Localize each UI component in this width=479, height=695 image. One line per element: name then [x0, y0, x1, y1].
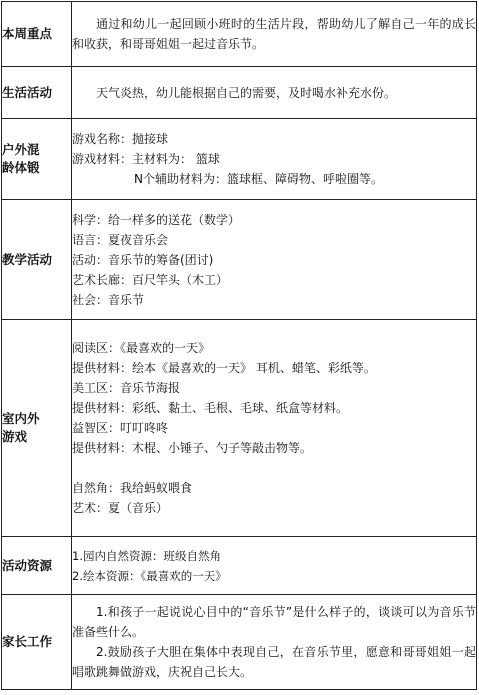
parents-item-2: 2.鼓励孩子大胆在集体中表现自己，在音乐节里，愿意和哥哥姐姐一起唱歌跳舞做游戏，庆祝自己长大。 — [72, 645, 476, 679]
outdoor-cell — [72, 119, 477, 200]
indoor-label-line1: 室内外 — [2, 411, 40, 426]
row-outdoor — [2, 119, 477, 200]
outdoor-game-name: 游戏名称：抛接球 — [72, 132, 169, 146]
teaching-item: 活动：音乐节的筹备(团讨) — [72, 252, 214, 267]
teaching-label: 教学活动 — [2, 200, 72, 320]
resources-label: 活动资源 — [2, 537, 72, 595]
outdoor-aux-material: N个辅助材料为：篮球框、障碍物、呼啦圈等。 — [134, 172, 383, 186]
weekly-focus-label: 本周重点 — [2, 2, 72, 67]
teaching-item: 艺术长廊：百尺竿头（木工） — [72, 272, 229, 287]
resource-item: 1.园内自然资源：班级自然角 — [72, 548, 221, 563]
row-parents — [2, 595, 477, 690]
teaching-item: 语言：夏夜音乐会 — [72, 232, 169, 247]
art-music: 艺术：夏（音乐） — [72, 501, 169, 515]
weekly-focus-text: 通过和幼儿一起回顾小班时的生活片段，帮助幼儿了解自己一年的成长和收获，和哥哥姐姐一起过音乐节。 — [72, 17, 476, 51]
life-activity-label: 生活活动 — [2, 67, 72, 119]
outdoor-main-material: 游戏材料：主材料为： 篮球 — [72, 152, 220, 166]
teaching-item: 社会：音乐节 — [72, 292, 145, 307]
puzzle-materials: 提供材料：木棍、小锤子、勺子等敲击物等。 — [72, 441, 313, 455]
puzzle-area: 益智区：叮叮咚咚 — [72, 421, 169, 435]
life-activity-text: 天气炎热，幼儿能根据自己的需要，及时喝水补充水份。 — [96, 85, 397, 100]
outdoor-label-line2: 龄体锻 — [2, 160, 40, 175]
weekly-plan-table — [1, 1, 477, 690]
parents-item-1: 1.和孩子一起说说心目中的“音乐节”是什么样子的，谈谈可以为音乐节准备些什么。 — [72, 605, 476, 639]
parents-label: 家长工作 — [2, 595, 72, 690]
teaching-cell — [72, 200, 477, 320]
row-teaching — [2, 200, 477, 320]
reading-area: 阅读区：《最喜欢的一天》 — [72, 341, 211, 355]
resources-cell — [72, 537, 477, 595]
indoor-cell — [72, 320, 477, 537]
parents-cell — [72, 595, 477, 690]
spacer — [72, 458, 476, 478]
art-materials: 提供材料：彩纸、黏土、毛根、毛球、纸盒等材料。 — [72, 401, 349, 415]
outdoor-label-line1: 户外混 — [2, 142, 40, 157]
row-weekly-focus — [2, 2, 477, 67]
weekly-focus-cell — [72, 2, 477, 67]
teaching-item: 科学：给一样多的送花（数学） — [72, 212, 241, 227]
indoor-label — [2, 320, 72, 537]
nature-corner: 自然角：我给蚂蚁喂食 — [72, 481, 193, 495]
resource-item: 2.绘本资源：《最喜欢的一天》 — [72, 568, 227, 583]
reading-materials: 提供材料：绘本《最喜欢的一天》 耳机、蜡笔、彩纸等。 — [72, 361, 376, 375]
row-indoor-outdoor-games — [2, 320, 477, 537]
row-resources — [2, 537, 477, 595]
life-activity-cell — [72, 67, 477, 119]
row-life-activity — [2, 67, 477, 119]
indoor-label-line2: 游戏 — [2, 429, 28, 444]
outdoor-label — [2, 119, 72, 200]
art-area: 美工区：音乐节海报 — [72, 381, 181, 395]
